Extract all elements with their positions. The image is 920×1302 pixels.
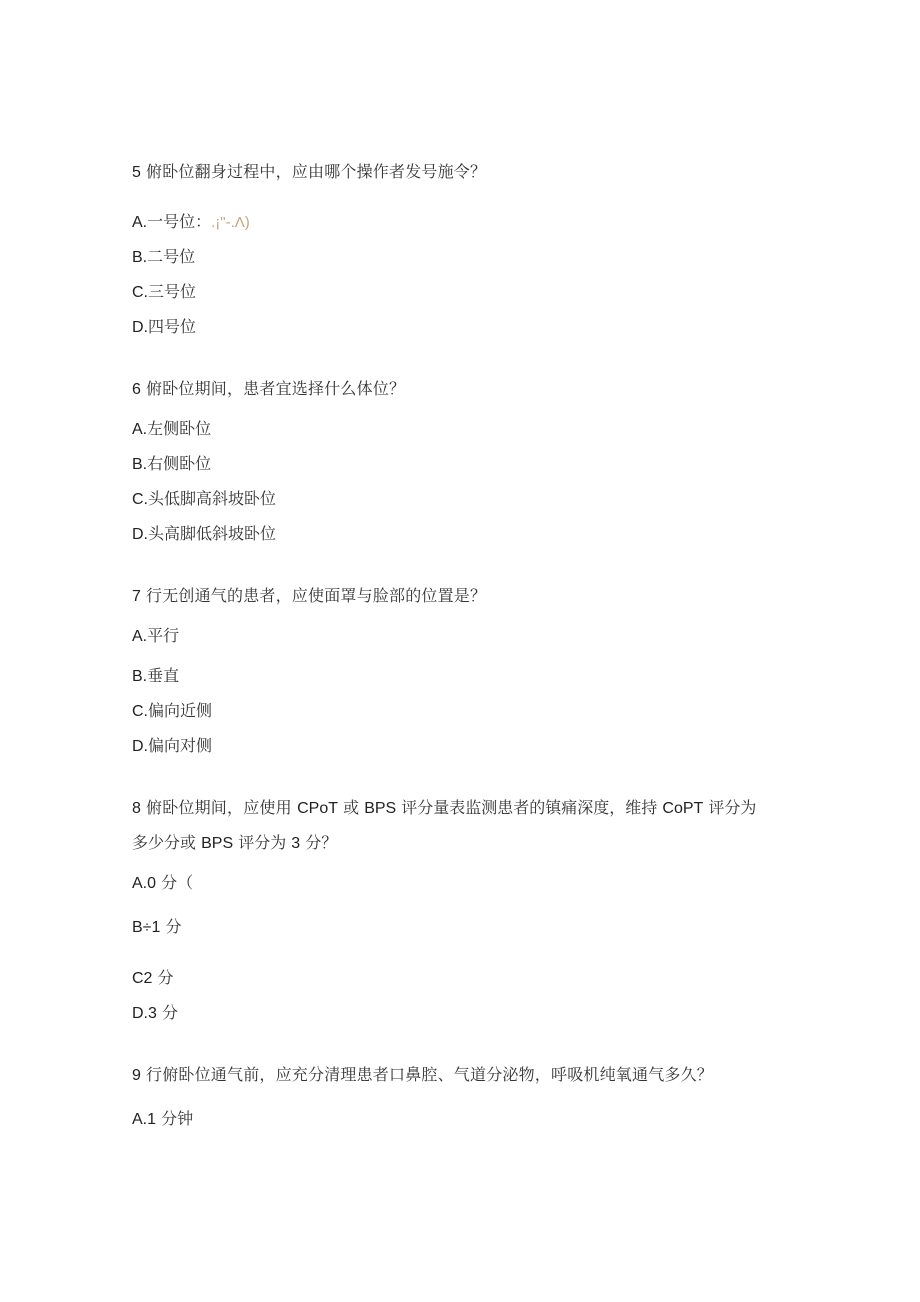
question-number: 7 [132, 588, 141, 605]
option-text: 分（ [156, 873, 194, 892]
option-5d [132, 317, 196, 338]
option-text: 偏向对侧 [148, 736, 213, 755]
option-letter: A.0 [132, 875, 157, 892]
question-8-line-2 [132, 833, 337, 854]
option-letter: D.3 [132, 1005, 157, 1022]
option-text: 偏向近侧 [148, 701, 213, 720]
question-number: 6 [132, 381, 141, 398]
question-text: 行无创通气的患者，应使面罩与脸部的位置是？ [146, 586, 487, 605]
question-number: 8 [132, 800, 141, 817]
option-8c [132, 968, 174, 989]
option-text: 平行 [147, 626, 180, 645]
option-7c [132, 701, 212, 722]
option-text: 二号位 [147, 247, 196, 266]
option-letter: D. [132, 526, 148, 543]
question-6 [132, 379, 405, 400]
scale-name-copt: CoPT [662, 800, 704, 817]
option-8a [132, 873, 193, 894]
option-7d [132, 736, 212, 757]
question-text-part: 评分为 [703, 798, 757, 817]
scale-name-bps: BPS [364, 800, 397, 817]
option-text: 分 [152, 968, 174, 987]
option-letter: B. [132, 668, 148, 685]
question-8 [132, 798, 756, 819]
option-letter: A. [132, 214, 148, 231]
option-8d [132, 1003, 178, 1024]
question-text: 俯卧位翻身过程中，应由哪个操作者发号施令？ [146, 162, 487, 181]
option-6d [132, 524, 276, 545]
option-letter: A.1 [132, 1111, 157, 1128]
option-letter: C2 [132, 970, 153, 987]
question-text: 俯卧位期间，患者宜选择什么体位？ [146, 379, 406, 398]
question-7 [132, 586, 486, 607]
question-number: 5 [132, 164, 141, 181]
option-letter: D. [132, 319, 148, 336]
question-text-part: 评分量表监测患者的镇痛深度，维持 [396, 798, 663, 817]
question-5 [132, 162, 486, 183]
option-6c [132, 489, 276, 510]
question-text-part: 分？ [300, 833, 338, 852]
option-5c [132, 282, 196, 303]
option-text: 垂直 [147, 666, 180, 685]
scan-artifact-text: .¡"-.Λ) [211, 214, 250, 231]
option-letter: B. [132, 249, 148, 266]
option-7a [132, 626, 179, 647]
option-letter: B. [132, 456, 148, 473]
option-letter: A. [132, 628, 148, 645]
option-5a [132, 212, 250, 233]
scale-name-bps: BPS [201, 835, 234, 852]
option-6b [132, 454, 211, 475]
option-text: 分 [160, 917, 182, 936]
option-letter: C. [132, 491, 148, 508]
question-text-part: 俯卧位期间，应使用 [146, 798, 298, 817]
option-text: 头高脚低斜坡卧位 [148, 524, 277, 543]
question-text-part: 或 [338, 798, 365, 817]
question-9 [132, 1065, 713, 1086]
question-text-part: 多少分或 [132, 833, 202, 852]
option-text: 四号位 [148, 317, 197, 336]
option-letter: C. [132, 284, 148, 301]
score-value: 3 [291, 835, 301, 852]
option-text: 头低脚高斜坡卧位 [148, 489, 277, 508]
option-letter: D. [132, 738, 148, 755]
option-text: 三号位 [148, 282, 197, 301]
option-text: 右侧卧位 [147, 454, 212, 473]
question-number: 9 [132, 1067, 141, 1084]
option-8b [132, 917, 181, 938]
option-text: 分钟 [156, 1109, 194, 1128]
option-letter: B÷1 [132, 919, 161, 936]
option-7b [132, 666, 179, 687]
option-letter: C. [132, 703, 148, 720]
question-text: 行俯卧位通气前，应充分清理患者口鼻腔、气道分泌物，呼吸机纯氧通气多久？ [146, 1065, 714, 1084]
option-9a [132, 1109, 193, 1130]
option-6a [132, 419, 211, 440]
option-text: 分 [156, 1003, 178, 1022]
scale-name-cpot: CPoT [297, 800, 338, 817]
option-5b [132, 247, 195, 268]
question-text-part: 评分为 [233, 833, 292, 852]
option-letter: A. [132, 421, 148, 438]
option-text: 左侧卧位 [147, 419, 212, 438]
option-text: 一号位： [147, 212, 212, 231]
